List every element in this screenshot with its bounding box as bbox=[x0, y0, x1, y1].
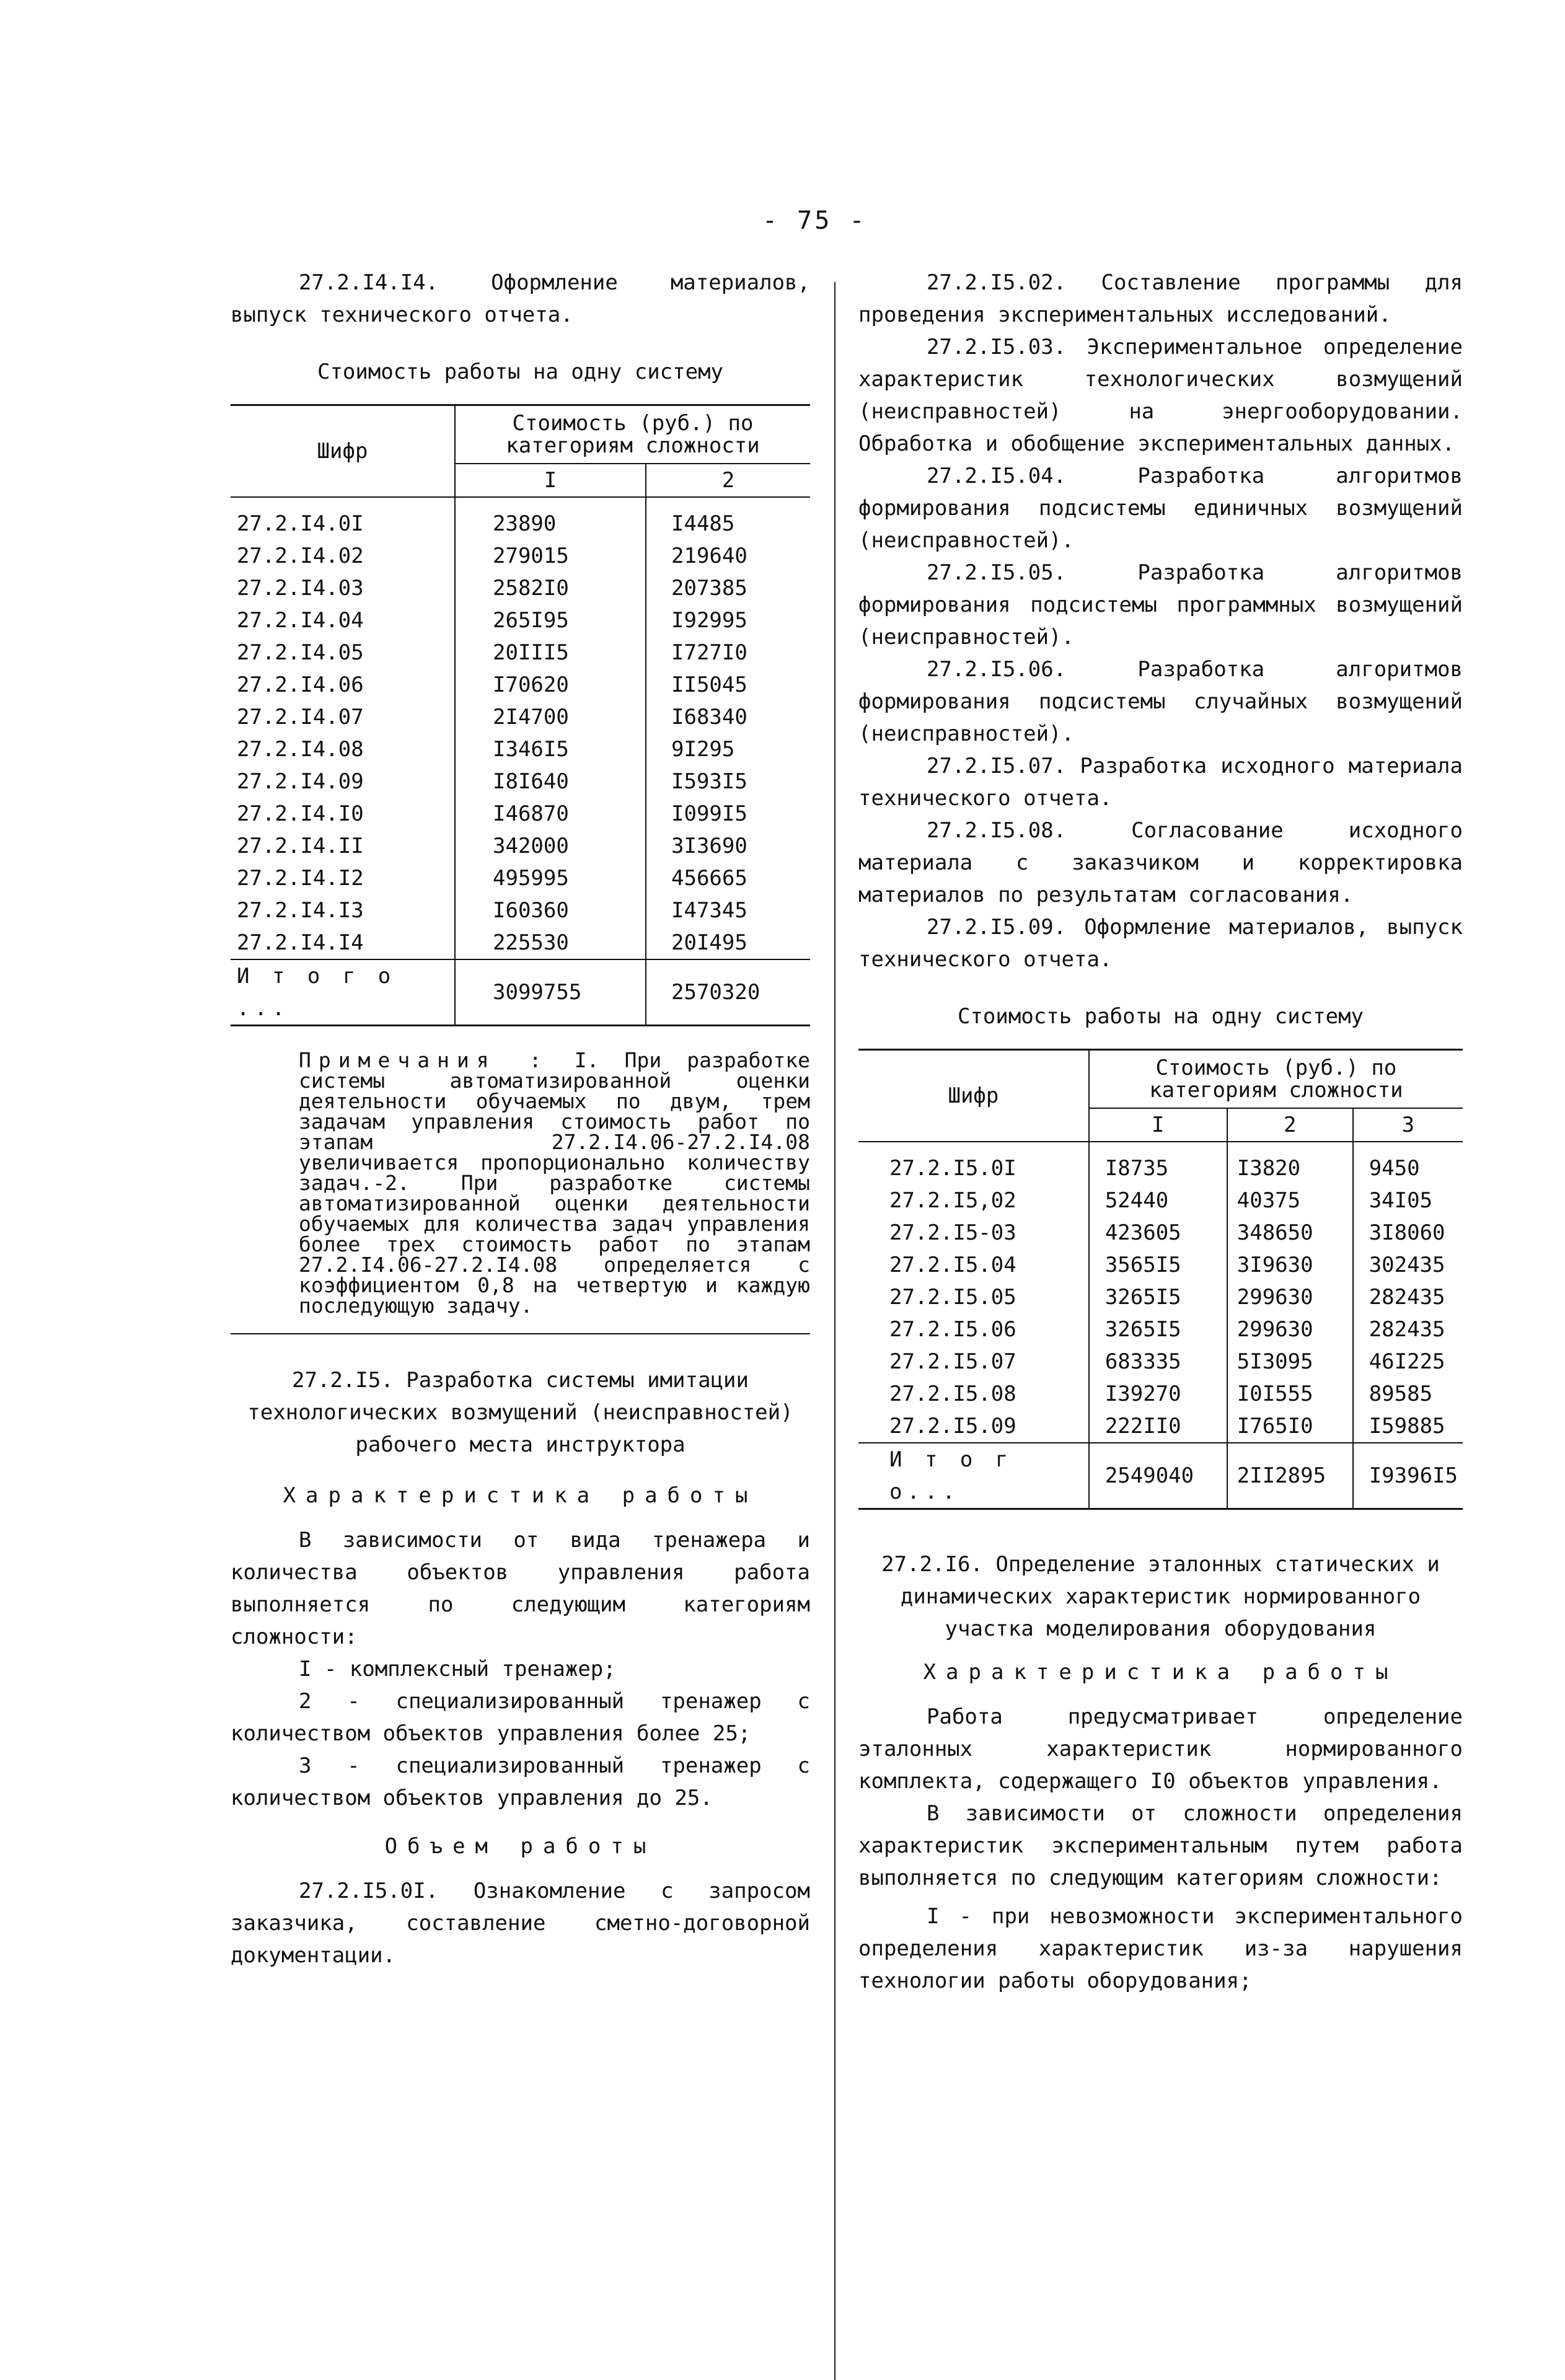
right-table-col-cost: Стоимость (руб.) по категориям сложности bbox=[1089, 1050, 1463, 1109]
row-code: 27.2.I5.08 bbox=[889, 1382, 1016, 1406]
row-cat-2: I593I5 bbox=[646, 765, 810, 798]
left-table-row bbox=[231, 765, 810, 798]
right-item-paragraph: 27.2.I5.05. Разработка алгоритмов формирования подсистемы программных возмущений (неисправностей). bbox=[858, 560, 1463, 650]
row-code: 27.2.I5.07 bbox=[889, 1349, 1016, 1374]
row-cat-1: I46870 bbox=[455, 798, 646, 830]
row-cat-3: 302435 bbox=[1353, 1249, 1463, 1281]
right-item-paragraph: 27.2.I5.06. Разработка алгоритмов формирования подсистемы случайных возмущений (неисправностей). bbox=[858, 657, 1463, 746]
row-cat-1: I39270 bbox=[1089, 1378, 1227, 1410]
right-table-row bbox=[858, 1313, 1463, 1346]
row-cat-1: 2I4700 bbox=[455, 701, 646, 733]
right-item-paragraph: 27.2.I5.09. Оформление материалов, выпуск технического отчета. bbox=[858, 915, 1463, 972]
left-note-rule bbox=[231, 1333, 810, 1334]
left-cat-3: 3 - специализированный тренажер с количеством объектов управления до 25. bbox=[231, 1753, 810, 1810]
left-table-total-label: И т о г о ... bbox=[237, 964, 396, 1021]
row-cat-3: I59885 bbox=[1353, 1410, 1463, 1443]
right-table-cat-3: 3 bbox=[1353, 1108, 1463, 1142]
row-code: 27.2.I4.I3 bbox=[237, 898, 364, 923]
left-section-title: 27.2.I5. Разработка системы имитации технологических возмущений (неисправностей) рабочего места инструктора bbox=[247, 1368, 793, 1457]
row-cat-3: 282435 bbox=[1353, 1313, 1463, 1346]
left-table-cat-1: I bbox=[455, 464, 646, 497]
row-code: 27.2.I4.09 bbox=[237, 769, 364, 794]
left-table-row bbox=[231, 894, 810, 927]
right-item-paragraph: 27.2.I5.04. Разработка алгоритмов формирования подсистемы единичных возмущений (неисправностей). bbox=[858, 464, 1463, 553]
row-code: 27.2.I4.I4 bbox=[237, 930, 364, 955]
row-cat-1: 2582I0 bbox=[455, 572, 646, 604]
row-code: 27.2.I4.I2 bbox=[237, 866, 364, 891]
row-cat-2: 20I495 bbox=[646, 927, 810, 959]
row-code: 27.2.I4.04 bbox=[237, 608, 364, 633]
left-intro-heading: 27.2.I4.I4. Оформление материалов, выпуск технического отчета. bbox=[231, 270, 810, 327]
left-table-row bbox=[231, 497, 810, 540]
right-table-total-3: I9396I5 bbox=[1353, 1443, 1463, 1509]
left-table-total-2: 2570320 bbox=[646, 959, 810, 1026]
right-table-col-code: Шифр bbox=[858, 1050, 1089, 1142]
row-cat-2: I47345 bbox=[646, 894, 810, 927]
row-cat-2: 3I3690 bbox=[646, 830, 810, 862]
row-code: 27.2.I5,02 bbox=[889, 1188, 1016, 1213]
row-code: 27.2.I4.07 bbox=[237, 705, 364, 729]
right-column bbox=[858, 267, 1463, 1997]
right-para-3: I - при невозможности экспериментального определения характеристик из-за нарушения технологии работы оборудования; bbox=[858, 1904, 1463, 1993]
right-table-row bbox=[858, 1378, 1463, 1410]
row-cat-1: 52440 bbox=[1089, 1184, 1227, 1217]
row-cat-3: 46I225 bbox=[1353, 1346, 1463, 1378]
left-table-cat-2: 2 bbox=[646, 464, 810, 497]
row-cat-2: 299630 bbox=[1227, 1281, 1353, 1313]
right-item-paragraph: 27.2.I5.07. Разработка исходного материала технического отчета. bbox=[858, 754, 1463, 811]
left-table-row bbox=[231, 798, 810, 830]
right-table-row bbox=[858, 1410, 1463, 1443]
left-volume-heading: Объем работы bbox=[384, 1834, 656, 1859]
right-item-paragraph: 27.2.I5.03. Экспериментальное определение характеристик технологических возмущений (неисправностей) на энергооборудовании. Обработка и обобщение экспериментальных данных. bbox=[858, 335, 1463, 456]
row-code: 27.2.I4.08 bbox=[237, 737, 364, 762]
row-cat-2: I765I0 bbox=[1227, 1410, 1353, 1443]
row-code: 27.2.I4.I0 bbox=[237, 801, 364, 826]
row-cat-2: 219640 bbox=[646, 540, 810, 572]
right-table-total-2: 2II2895 bbox=[1227, 1443, 1353, 1509]
row-cat-2: I4485 bbox=[646, 497, 810, 540]
row-cat-2: 3I9630 bbox=[1227, 1249, 1353, 1281]
row-cat-1: I60360 bbox=[455, 894, 646, 927]
row-cat-2: 40375 bbox=[1227, 1184, 1353, 1217]
left-table-row bbox=[231, 669, 810, 701]
left-vol-para: 27.2.I5.0I. Ознакомление с запросом заказчика, составление сметно-договорной документации. bbox=[231, 1879, 810, 1968]
row-cat-2: 207385 bbox=[646, 572, 810, 604]
row-cat-2: 9I295 bbox=[646, 733, 810, 765]
left-note bbox=[299, 1050, 810, 1316]
left-table-row bbox=[231, 540, 810, 572]
right-table-caption: Стоимость работы на одну систему bbox=[957, 1004, 1364, 1029]
row-cat-3: 34I05 bbox=[1353, 1184, 1463, 1217]
right-table-cat-2: 2 bbox=[1227, 1108, 1353, 1142]
row-cat-1: I8I640 bbox=[455, 765, 646, 798]
note-text: I. При разработке системы автоматизированной оценки деятельности обучаемых по двум, трем задачам управления стоимость работ по этапам 27.2.I4.06-27.2.I4.08 увеличивается пропорционально количеству задач.-2. При разработке системы автоматизированной оценки деятельности обучаемых для количества задач управления более трех стоимость работ по этапам 27.2.I4.06-27.2.I4.08 определяется с коэффициентом 0,8 на четвертую и каждую последующую задачу. bbox=[299, 1048, 810, 1318]
row-cat-2: I92995 bbox=[646, 604, 810, 637]
row-cat-2: 5I3095 bbox=[1227, 1346, 1353, 1378]
column-divider bbox=[834, 282, 835, 2380]
left-table-col-cost: Стоимость (руб.) по категориям сложности bbox=[455, 405, 810, 464]
right-items bbox=[858, 267, 1463, 976]
right-table-cat-1: I bbox=[1089, 1108, 1227, 1142]
left-table-row bbox=[231, 701, 810, 733]
left-table-row bbox=[231, 862, 810, 894]
left-table-row bbox=[231, 572, 810, 604]
row-cat-3: 3I8060 bbox=[1353, 1217, 1463, 1249]
row-code: 27.2.I4.05 bbox=[237, 640, 364, 665]
row-cat-1: 342000 bbox=[455, 830, 646, 862]
row-cat-2: I3820 bbox=[1227, 1142, 1353, 1184]
row-cat-1: I8735 bbox=[1089, 1142, 1227, 1184]
left-table-col-code: Шифр bbox=[231, 405, 455, 498]
row-cat-2: II5045 bbox=[646, 669, 810, 701]
row-cat-2: I727I0 bbox=[646, 637, 810, 669]
row-code: 27.2.I4.0I bbox=[237, 511, 364, 536]
row-cat-2: I099I5 bbox=[646, 798, 810, 830]
row-cat-1: 279015 bbox=[455, 540, 646, 572]
left-table-row bbox=[231, 733, 810, 765]
left-table-caption: Стоимость работы на одну систему bbox=[317, 359, 724, 384]
row-cat-2: I0I555 bbox=[1227, 1378, 1353, 1410]
row-cat-3: 282435 bbox=[1353, 1281, 1463, 1313]
row-cat-2: 299630 bbox=[1227, 1313, 1353, 1346]
left-column bbox=[231, 267, 810, 1972]
row-cat-1: 20III5 bbox=[455, 637, 646, 669]
row-code: 27.2.I5.05 bbox=[889, 1285, 1016, 1310]
left-char-para: В зависимости от вида тренажера и количества объектов управления работа выполняется по следующим категориям сложности: bbox=[231, 1528, 810, 1649]
right-table-row bbox=[858, 1281, 1463, 1313]
row-code: 27.2.I5.09 bbox=[889, 1414, 1016, 1439]
note-label: Примечания : bbox=[299, 1048, 549, 1072]
left-cat-2: 2 - специализированный тренажер с количеством объектов управления более 25; bbox=[231, 1689, 810, 1746]
right-para-1: Работа предусматривает определение эталонных характеристик нормированного комплекта, содержащего I0 объектов управления. bbox=[858, 1704, 1463, 1794]
right-para-2: В зависимости от сложности определения характеристик экспериментальным путем работа выполняется по следующим категориям сложности: bbox=[858, 1801, 1463, 1890]
row-cat-2: 348650 bbox=[1227, 1217, 1353, 1249]
row-cat-1: I70620 bbox=[455, 669, 646, 701]
right-table-row bbox=[858, 1217, 1463, 1249]
right-table-row bbox=[858, 1346, 1463, 1378]
row-code: 27.2.I5-03 bbox=[889, 1220, 1016, 1245]
row-code: 27.2.I4.II bbox=[237, 834, 364, 858]
left-table-row bbox=[231, 927, 810, 959]
row-cat-3: 9450 bbox=[1353, 1142, 1463, 1184]
right-item-paragraph: 27.2.I5.02. Составление программы для проведения экспериментальных исследований. bbox=[858, 270, 1463, 327]
row-cat-1: 3565I5 bbox=[1089, 1249, 1227, 1281]
row-cat-1: 265I95 bbox=[455, 604, 646, 637]
right-table-row bbox=[858, 1184, 1463, 1217]
right-table-total-label: И т о г о... bbox=[889, 1447, 1013, 1504]
row-cat-3: 89585 bbox=[1353, 1378, 1463, 1410]
right-table-total-1: 2549040 bbox=[1089, 1443, 1227, 1509]
row-code: 27.2.I4.02 bbox=[237, 544, 364, 568]
right-cost-table bbox=[858, 1049, 1463, 1510]
left-table-row bbox=[231, 604, 810, 637]
row-cat-2: 456665 bbox=[646, 862, 810, 894]
row-code: 27.2.I4.03 bbox=[237, 576, 364, 601]
row-cat-1: 683335 bbox=[1089, 1346, 1227, 1378]
right-characteristic-heading: Характеристика работы bbox=[923, 1660, 1398, 1685]
row-cat-1: I346I5 bbox=[455, 733, 646, 765]
row-cat-2: I68340 bbox=[646, 701, 810, 733]
row-code: 27.2.I5.0I bbox=[889, 1156, 1016, 1181]
right-item-paragraph: 27.2.I5.08. Согласование исходного материала с заказчиком и корректировка материалов по результатам согласования. bbox=[858, 818, 1463, 907]
row-code: 27.2.I5.04 bbox=[889, 1253, 1016, 1277]
left-characteristic-heading: Характеристика работы bbox=[283, 1483, 758, 1508]
right-section-title: 27.2.I6. Определение эталонных статических и динамических характеристик нормированного участка моделирования оборудования bbox=[881, 1552, 1440, 1641]
row-code: 27.2.I5.06 bbox=[889, 1317, 1016, 1342]
row-cat-1: 495995 bbox=[455, 862, 646, 894]
left-table-row bbox=[231, 637, 810, 669]
right-table-row bbox=[858, 1142, 1463, 1184]
left-cost-table bbox=[231, 404, 810, 1026]
page-number: - 75 - bbox=[762, 206, 867, 235]
row-cat-1: 225530 bbox=[455, 927, 646, 959]
row-cat-1: 3265I5 bbox=[1089, 1281, 1227, 1313]
row-cat-1: 222II0 bbox=[1089, 1410, 1227, 1443]
left-cat-1: I - комплексный тренажер; bbox=[299, 1657, 616, 1681]
row-code: 27.2.I4.06 bbox=[237, 672, 364, 697]
row-cat-1: 23890 bbox=[455, 497, 646, 540]
row-cat-1: 423605 bbox=[1089, 1217, 1227, 1249]
row-cat-1: 3265I5 bbox=[1089, 1313, 1227, 1346]
left-table-row bbox=[231, 830, 810, 862]
left-table-total-1: 3099755 bbox=[455, 959, 646, 1026]
right-table-row bbox=[858, 1249, 1463, 1281]
